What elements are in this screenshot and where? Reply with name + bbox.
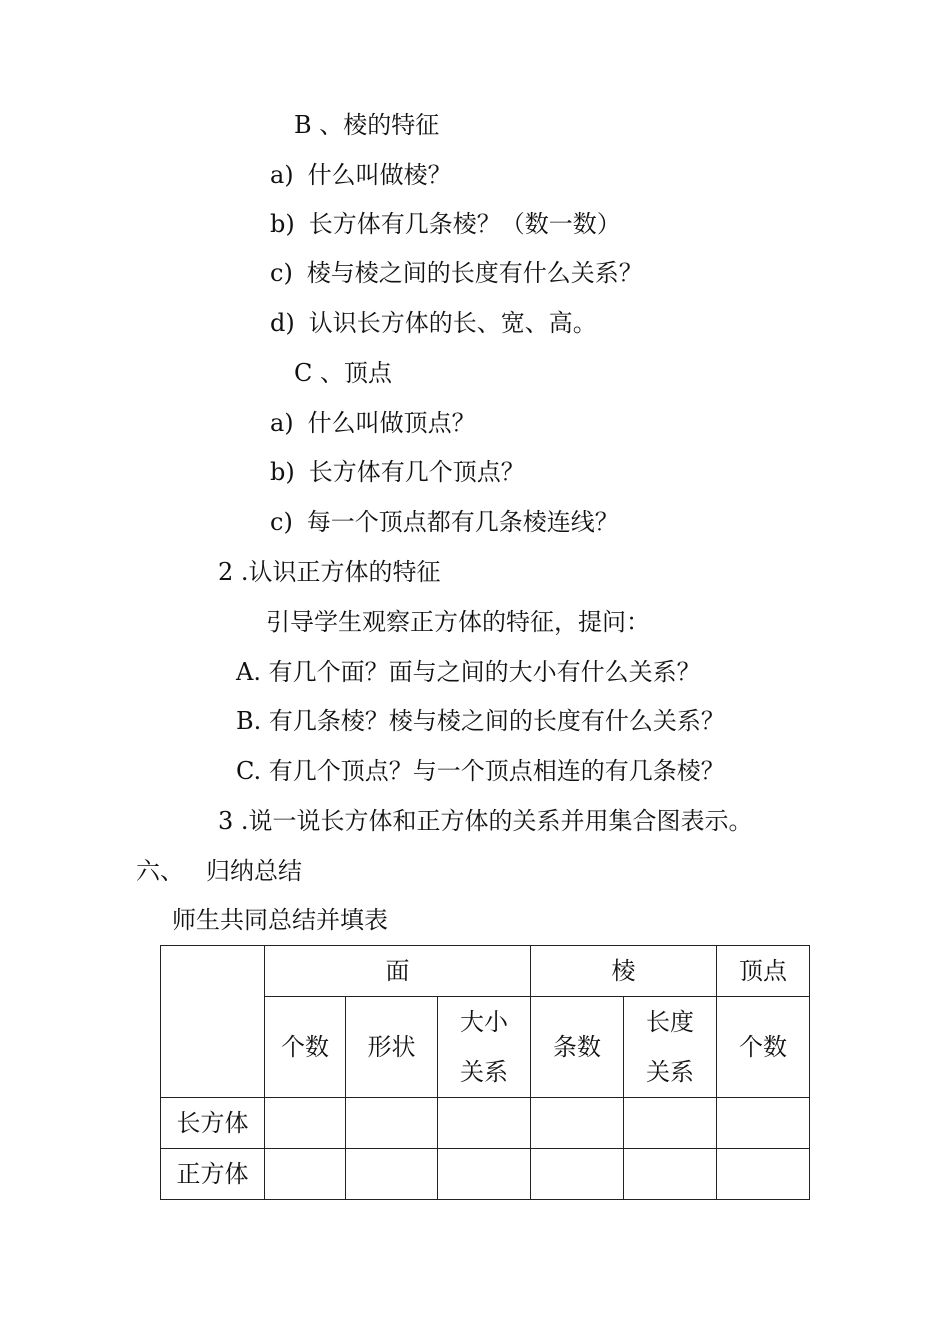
table-cell bbox=[531, 1149, 624, 1200]
list-marker: b) bbox=[270, 458, 295, 486]
table-cell bbox=[265, 1149, 346, 1200]
section6-heading bbox=[136, 856, 302, 886]
list-text: 每一个顶点都有几条棱连线？ bbox=[306, 508, 619, 536]
list-item bbox=[270, 457, 525, 487]
table-group-header-face: 面 bbox=[265, 946, 531, 997]
section-number: 六、 bbox=[136, 857, 184, 885]
subheader-line: 关系 bbox=[646, 1058, 694, 1086]
list-marker: d) bbox=[270, 309, 295, 337]
line-b-header: B 、棱的特征 bbox=[294, 111, 440, 139]
table-cell bbox=[624, 1098, 717, 1149]
table-subheader: 条数 bbox=[531, 997, 624, 1098]
table-corner-cell bbox=[161, 946, 265, 1098]
table-cell bbox=[624, 1149, 717, 1200]
step2-title: 2 .认识正方体的特征 bbox=[218, 558, 441, 586]
table-row bbox=[161, 1098, 810, 1149]
table-cell bbox=[438, 1098, 531, 1149]
table-row bbox=[161, 1149, 810, 1200]
table-cell bbox=[265, 1098, 346, 1149]
list-marker: b) bbox=[270, 210, 295, 238]
subheader-line: 关系 bbox=[460, 1058, 508, 1086]
list-item bbox=[270, 408, 476, 438]
list-text: 长方体有几条棱？（数一数） bbox=[308, 210, 621, 238]
list-marker: a) bbox=[270, 161, 294, 189]
summary-table bbox=[160, 945, 810, 1200]
list-text: 什么叫做顶点？ bbox=[307, 409, 476, 437]
table-group-header-vertex: 顶点 bbox=[717, 946, 810, 997]
subheader-line: 大小 bbox=[460, 1008, 508, 1036]
list-text: 什么叫做棱？ bbox=[307, 161, 452, 189]
list-text: 认识长方体的长、宽、高。 bbox=[308, 309, 597, 337]
table-cell bbox=[346, 1149, 438, 1200]
step2-question: A. 有几个面？面与之间的大小有什么关系？ bbox=[236, 658, 701, 686]
list-marker: a) bbox=[270, 409, 294, 437]
step3: 3 .说一说长方体和正方体的关系并用集合图表示。 bbox=[218, 807, 753, 835]
table-cell bbox=[717, 1149, 810, 1200]
table-cell bbox=[717, 1098, 810, 1149]
list-item bbox=[270, 209, 621, 239]
list-marker: c) bbox=[270, 508, 293, 536]
list-item bbox=[270, 160, 452, 190]
list-text: 棱与棱之间的长度有什么关系？ bbox=[306, 259, 643, 287]
list-marker: c) bbox=[270, 259, 293, 287]
section6-intro: 师生共同总结并填表 bbox=[172, 906, 388, 934]
list-item bbox=[270, 308, 597, 338]
subheader-line: 长度 bbox=[646, 1008, 694, 1036]
table-cell bbox=[346, 1098, 438, 1149]
table-subheader bbox=[624, 997, 717, 1098]
table-cell bbox=[531, 1098, 624, 1149]
list-item bbox=[270, 507, 619, 537]
table-group-header-edge: 棱 bbox=[531, 946, 717, 997]
list-text: 长方体有几个顶点？ bbox=[308, 458, 525, 486]
table-subheader bbox=[438, 997, 531, 1098]
table-subheader: 形状 bbox=[346, 997, 438, 1098]
section-title: 归纳总结 bbox=[206, 857, 302, 885]
row-label: 正方体 bbox=[161, 1149, 265, 1200]
step2-intro: 引导学生观察正方体的特征，提问： bbox=[266, 608, 650, 636]
row-label: 长方体 bbox=[161, 1098, 265, 1149]
line-c-header: C 、顶点 bbox=[294, 359, 392, 387]
table-subheader: 个数 bbox=[717, 997, 810, 1098]
table-cell bbox=[438, 1149, 531, 1200]
list-item bbox=[270, 258, 643, 288]
table-subheader: 个数 bbox=[265, 997, 346, 1098]
step2-question: B. 有几条棱？棱与棱之间的长度有什么关系？ bbox=[236, 707, 725, 735]
step2-question: C. 有几个顶点？与一个顶点相连的有几条棱？ bbox=[236, 757, 725, 785]
